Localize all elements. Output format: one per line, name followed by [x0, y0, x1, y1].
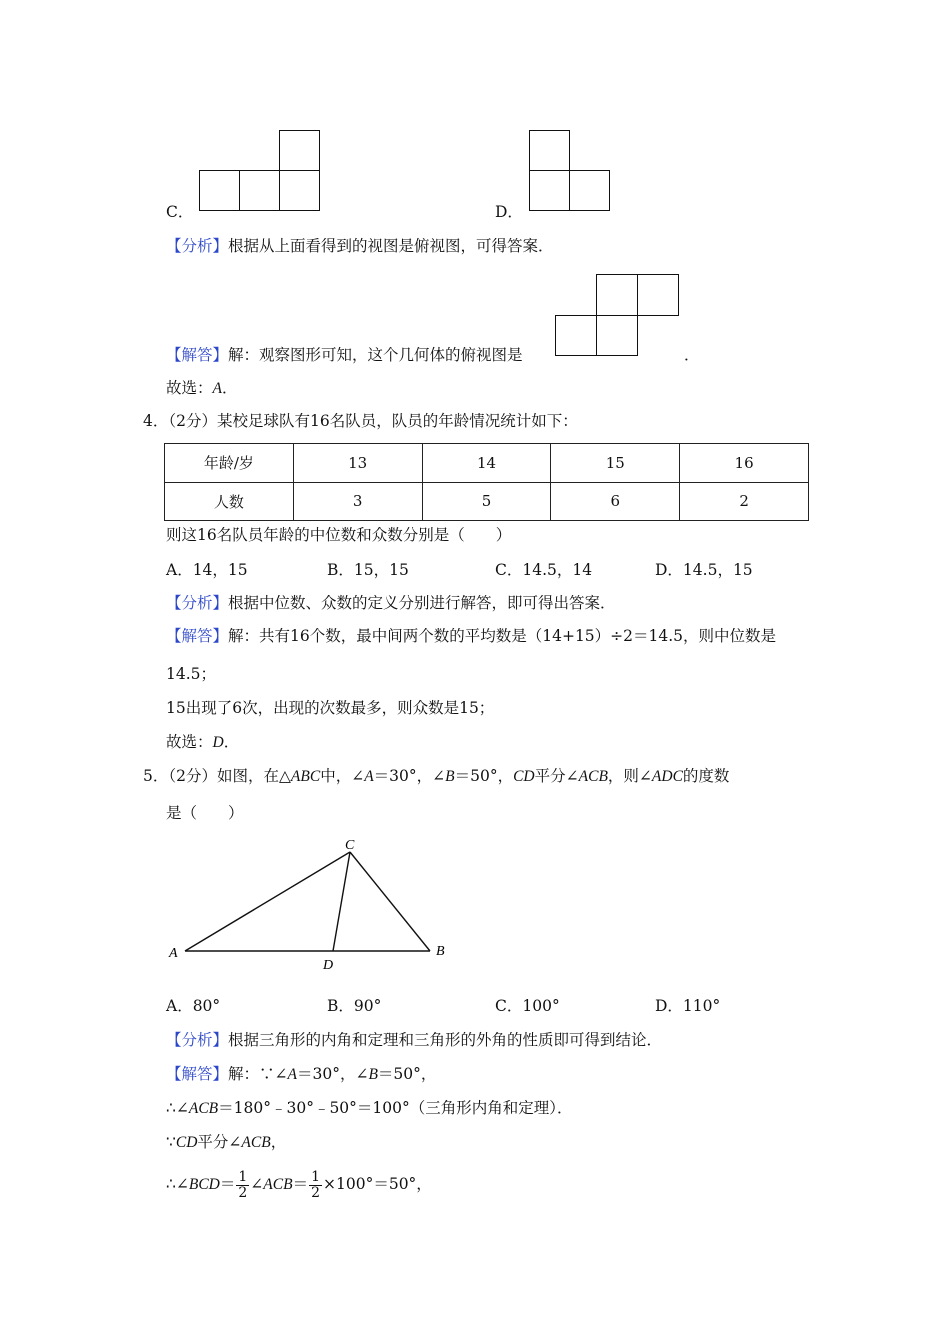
q3-choose: 故选：A．	[166, 379, 238, 397]
triangle-figure	[160, 832, 460, 977]
q3-analysis	[166, 236, 554, 256]
option-d-label: D．	[495, 203, 523, 221]
table-row	[165, 444, 809, 483]
q5-analysis: 【分析】根据三角形的内角和定理和三角形的外角的性质即可得到结论．	[166, 1031, 663, 1049]
q4-answer-line3: 15出现了6次，出现的次数最多，则众数是15；	[166, 699, 495, 717]
table-cell: 5	[422, 482, 551, 521]
table-cell: 6	[551, 482, 680, 521]
question-number: 5．	[143, 767, 169, 785]
q5-answer-step2: ∴∠ACB＝180°﹣30°﹣50°＝100°（三角形内角和定理）．	[166, 1099, 573, 1117]
choose-letter: A	[212, 380, 222, 397]
q4-option-d: D．14.5，15	[655, 561, 753, 579]
analysis-text: 根据从上面看得到的视图是俯视图，可得答案．	[228, 237, 554, 255]
analysis-tag: 【分析】	[166, 237, 229, 255]
option-c-label: C．	[166, 203, 194, 221]
q5-option-a: A．80°	[166, 997, 221, 1015]
q5-stem-line2: 是（ ）	[166, 804, 244, 822]
question-number: 4．	[143, 412, 169, 430]
q5-option-d: D．110°	[655, 997, 721, 1015]
answer-text: 解：观察图形可知，这个几何体的俯视图是	[228, 346, 523, 364]
table-cell: 人数	[165, 482, 294, 521]
vertex-d-label: D	[323, 958, 334, 973]
table-row	[165, 482, 809, 521]
q4-question: 则这16名队员年龄的中位数和众数分别是（ ）	[166, 526, 512, 544]
q4-analysis: 【分析】根据中位数、众数的定义分别进行解答，即可得出答案．	[166, 594, 616, 612]
fraction-half: $\frac{1}{2}$	[238, 1168, 248, 1201]
q5-answer-step1: 【解答】解：∵∠A＝30°，∠B＝50°，	[166, 1065, 437, 1083]
q5-answer-step4: ∴∠BCD＝ $\frac{1}{2}$ ∠ACB＝ $\frac{1}{2}$ ×100°＝50°，	[166, 1168, 432, 1201]
q4-stem: 4．（2分）某校足球队有16名队员，队员的年龄情况统计如下：	[143, 412, 578, 430]
table-header-cell: 年龄/岁	[165, 444, 294, 483]
q5-option-c: C．100°	[495, 997, 560, 1015]
vertex-c-label: C	[345, 838, 355, 853]
q4-option-b: B．15，15	[327, 561, 409, 579]
table-header-cell: 13	[293, 444, 422, 483]
q3-answer	[166, 345, 523, 365]
answer-end-punct: ．	[684, 346, 700, 364]
q4-option-a: A．14，15	[166, 561, 248, 579]
table-cell: 3	[293, 482, 422, 521]
answer-tag: 【解答】	[166, 346, 229, 364]
table-header-cell: 16	[680, 444, 809, 483]
q4-option-c: C．14.5，14	[495, 561, 593, 579]
q4-answer-line2: 14.5；	[166, 665, 217, 683]
q5-option-b: B．90°	[327, 997, 382, 1015]
fraction-half: $\frac{1}{2}$	[311, 1168, 321, 1201]
age-table	[164, 443, 809, 521]
vertex-b-label: B	[436, 944, 445, 959]
q5-answer-step3: ∵CD平分∠ACB，	[166, 1133, 287, 1151]
table-header-cell: 14	[422, 444, 551, 483]
q5-stem: 5．（2分）如图，在△ABC中，∠A＝30°，∠B＝50°，CD平分∠ACB，则∠ADC的度数	[143, 767, 730, 785]
table-cell: 2	[680, 482, 809, 521]
q4-answer-line1: 【解答】解：共有16个数，最中间两个数的平均数是（14+15）÷2＝14.5，则中位数是	[166, 627, 777, 645]
vertex-a-label: A	[169, 946, 178, 961]
q4-choose: 故选：D．	[166, 733, 240, 751]
table-header-cell: 15	[551, 444, 680, 483]
